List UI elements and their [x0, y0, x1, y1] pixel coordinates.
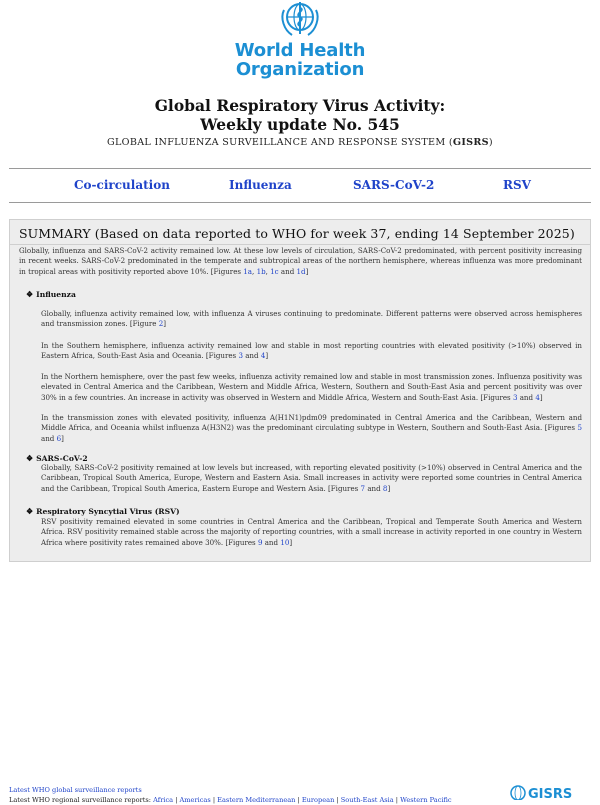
nav-link-sars-cov-2[interactable]: SARS-CoV-2	[353, 178, 435, 192]
figure-link-2[interactable]: 2	[158, 319, 164, 329]
sars-cov-2-heading: ❖ SARS-CoV-2	[26, 453, 88, 463]
region-link-americas[interactable]: Americas	[179, 796, 211, 804]
org-name-line1: World Health	[234, 40, 366, 61]
region-link-africa[interactable]: Africa	[153, 796, 174, 804]
nav-link-influenza[interactable]: Influenza	[229, 178, 292, 192]
gisrs-logo-text: GISRS	[528, 787, 573, 800]
page-title	[0, 96, 600, 134]
figure-link-4[interactable]: 4	[260, 351, 266, 361]
region-link-european[interactable]: European	[301, 796, 335, 804]
rsv-paragraph: RSV positivity remained elevated in some countries in Central America and the Caribbean, Tropical and Temperate South America and Western Africa. RSV positivity remained stable across the majority of reporting countries, with a small increase in activity reported in one country in Western Africa where positivity rates remained above 30%. [Figures 9 and 10]	[41, 517, 582, 547]
section-nav	[0, 178, 600, 194]
diamond-bullet-icon: ❖	[26, 453, 34, 463]
summary-divider	[10, 244, 590, 245]
diamond-bullet-icon: ❖	[26, 289, 34, 299]
influenza-paragraph-4: In the transmission zones with elevated positivity, influenza A(H1N1)pdm09 predominated in Central America and the Caribbean, Western and Middle Africa, and Oceania whilst influenza A(H3N2) was the predominant circulating subtype in Western, Southern and South-East Asia. [Figures 5 and 6]	[41, 413, 582, 443]
figure-link-8[interactable]: 8	[382, 483, 388, 493]
figure-link-1a[interactable]: 1a	[243, 266, 253, 276]
who-emblem-icon	[278, 0, 322, 38]
title-line1: Global Respiratory Virus Activity:	[154, 96, 446, 115]
figure-link-1d[interactable]: 1d	[296, 266, 306, 276]
region-link-south-east-asia[interactable]: South-East Asia	[340, 796, 394, 804]
summary-title: SUMMARY (Based on data reported to WHO for week 37, ending 14 September 2025)	[19, 226, 575, 241]
region-link-eastern-mediterranean[interactable]: Eastern Mediterranean	[217, 796, 296, 804]
influenza-paragraph-1: Globally, influenza activity remained low, with influenza A viruses continuing to predominate. Different patterns were observed across hemispheres and transmission zones. [Figure 2]	[41, 309, 582, 329]
region-link-western-pacific[interactable]: Western Pacific	[400, 796, 452, 804]
page-subtitle: GLOBAL INFLUENZA SURVEILLANCE AND RESPONSE SYSTEM (GISRS)	[107, 137, 493, 148]
footer: Latest WHO global surveillance reports Latest WHO regional surveillance reports: Africa | Americas | Eastern Mediterranean | European | South-East Asia | Western Pacific	[9, 786, 452, 804]
sars-cov-2-paragraph: Globally, SARS-CoV-2 positivity remained at low levels but increased, with reporting elevated positivity (>10%) observed in Central America and the Caribbean, Tropical South America, Europe, Western and Eastern Asia. Small increases in activity were reported some countries in Central America and the Caribbean, Tropical South America, Eastern Europe and Western Asia. [Figures 7 and 8]	[41, 463, 582, 493]
figure-link-7[interactable]: 7	[360, 483, 366, 493]
nav-bottom-divider	[9, 202, 591, 203]
gisrs-logo	[510, 780, 600, 800]
summary-panel	[9, 219, 591, 562]
figure-link-6[interactable]: 6	[56, 433, 62, 443]
organization-name	[0, 41, 600, 79]
summary-intro: Globally, influenza and SARS-CoV-2 activity remained low. At these low levels of circulation, SARS-CoV-2 predominated, with percent positivity increasing in recent weeks. SARS-CoV-2 predominated in the temperate and subtropical areas of the northern hemisphere, whereas influenza was more predominant in tropical areas with positivity reported above 10%. [Figures 1a, 1b, 1c and 1d]	[19, 246, 582, 276]
figure-link-5[interactable]: 5	[577, 423, 582, 433]
nav-link-co-circulation[interactable]: Co-circulation	[74, 178, 170, 192]
figure-link-10[interactable]: 10	[280, 537, 290, 547]
nav-top-divider	[9, 168, 591, 169]
figure-link-1b[interactable]: 1b	[256, 266, 266, 276]
diamond-bullet-icon: ❖	[26, 506, 34, 516]
figure-link-3b[interactable]: 3	[512, 392, 518, 402]
global-reports-link[interactable]: Latest WHO global surveillance reports	[9, 786, 142, 794]
influenza-paragraph-2: In the Southern hemisphere, influenza activity remained low and stable in most reporting countries with elevated positivity (>10%) observed in Eastern Africa, South-East Asia and Oceania. [Figures 3 and 4]	[41, 341, 582, 361]
org-name-line2: Organization	[235, 59, 365, 80]
figure-link-9[interactable]: 9	[257, 537, 263, 547]
figure-link-4b[interactable]: 4	[535, 392, 540, 402]
figure-link-1c[interactable]: 1c	[270, 266, 279, 276]
figure-link-3[interactable]: 3	[238, 351, 243, 361]
influenza-paragraph-3: In the Northern hemisphere, over the past few weeks, influenza activity remained low and stable in most transmission zones. Influenza positivity was elevated in Central America and the Caribbean, Western and Middle Africa, Western, Southern and South-East Asia and percent positivity was over 30% in a few countries. An increase in activity was observed in Western and Middle Africa, Western and South-East Asia. [Figures 3 and 4]	[41, 372, 582, 402]
rsv-heading: ❖ Respiratory Syncytial Virus (RSV)	[26, 506, 180, 516]
title-line2: Weekly update No. 545	[200, 115, 400, 134]
influenza-heading: ❖ Influenza	[26, 289, 76, 299]
nav-link-rsv[interactable]: RSV	[503, 178, 531, 192]
